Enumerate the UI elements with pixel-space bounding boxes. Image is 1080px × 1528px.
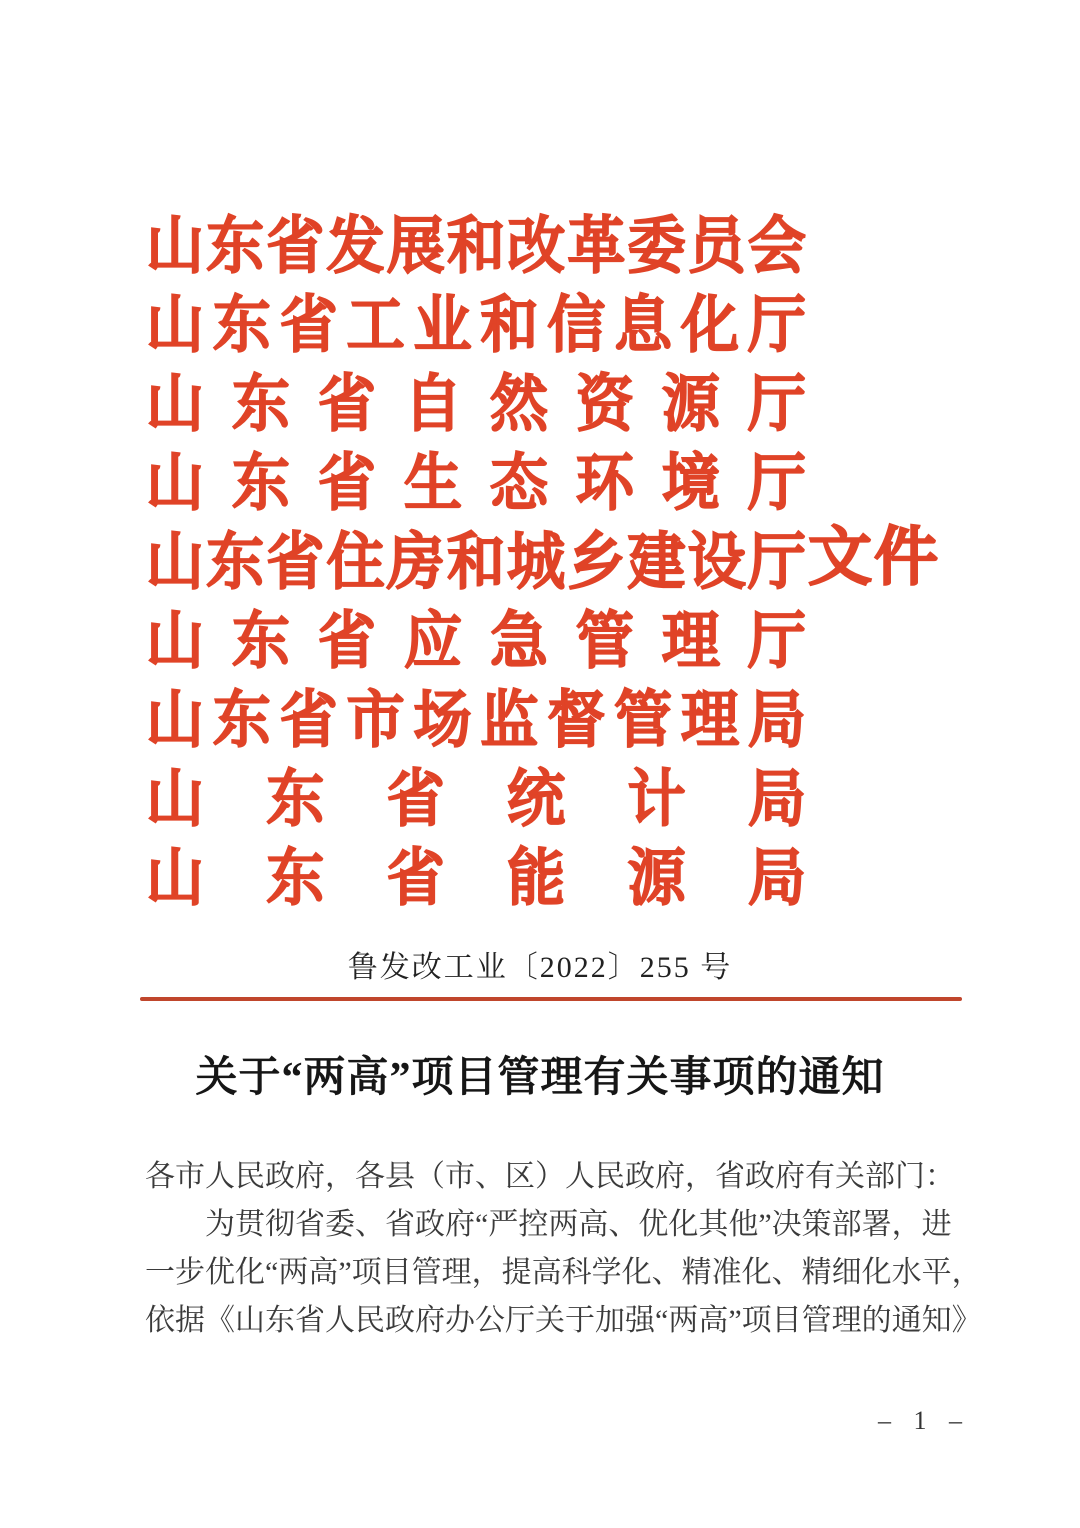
- body-line-2: 一步优化“两高”项目管理，提高科学化、精准化、精细化水平，: [145, 1256, 982, 1289]
- issuing-agency-3: 山 东 省 自 然 资 源 厅: [146, 368, 806, 439]
- page-number: – 1 –: [878, 1406, 970, 1435]
- body-line-salutation: 各市人民政府，各县（市、区）人民政府，省政府有关部门：: [145, 1160, 955, 1193]
- issuing-agency-5: 山 东 省 住 房 和 城 乡 建 设 厅: [146, 526, 806, 597]
- issuing-agency-6: 山 东 省 应 急 管 理 厅: [146, 605, 806, 676]
- body-line-1: 为贯彻省委、省政府“严控两高、优化其他”决策部署，进: [205, 1208, 952, 1241]
- issuing-agency-4: 山 东 省 生 态 环 境 厅: [146, 447, 806, 518]
- letterhead: [146, 200, 806, 911]
- issuing-agency-9: 山 东 省 能 源 局: [146, 842, 806, 913]
- body-line-3: 依据《山东省人民政府办公厅关于加强“两高”项目管理的通知》: [145, 1304, 982, 1337]
- document-body: [145, 1153, 982, 1345]
- document-title: 关于“两高”项目管理有关事项的通知: [195, 1055, 885, 1101]
- issuing-agency-2: 山 东 省 工 业 和 信 息 化 厅: [146, 289, 806, 360]
- red-divider-line: [140, 997, 962, 1001]
- issuing-agency-1: 山 东 省 发 展 和 改 革 委 员 会: [146, 210, 806, 281]
- doc-number: 鲁发改工业〔2022〕255 号: [347, 951, 733, 984]
- issuing-agency-8: 山 东 省 统 计 局: [146, 763, 806, 834]
- wenjian-label: 文 件: [808, 520, 938, 593]
- issuing-agency-7: 山 东 省 市 场 监 督 管 理 局: [146, 684, 806, 755]
